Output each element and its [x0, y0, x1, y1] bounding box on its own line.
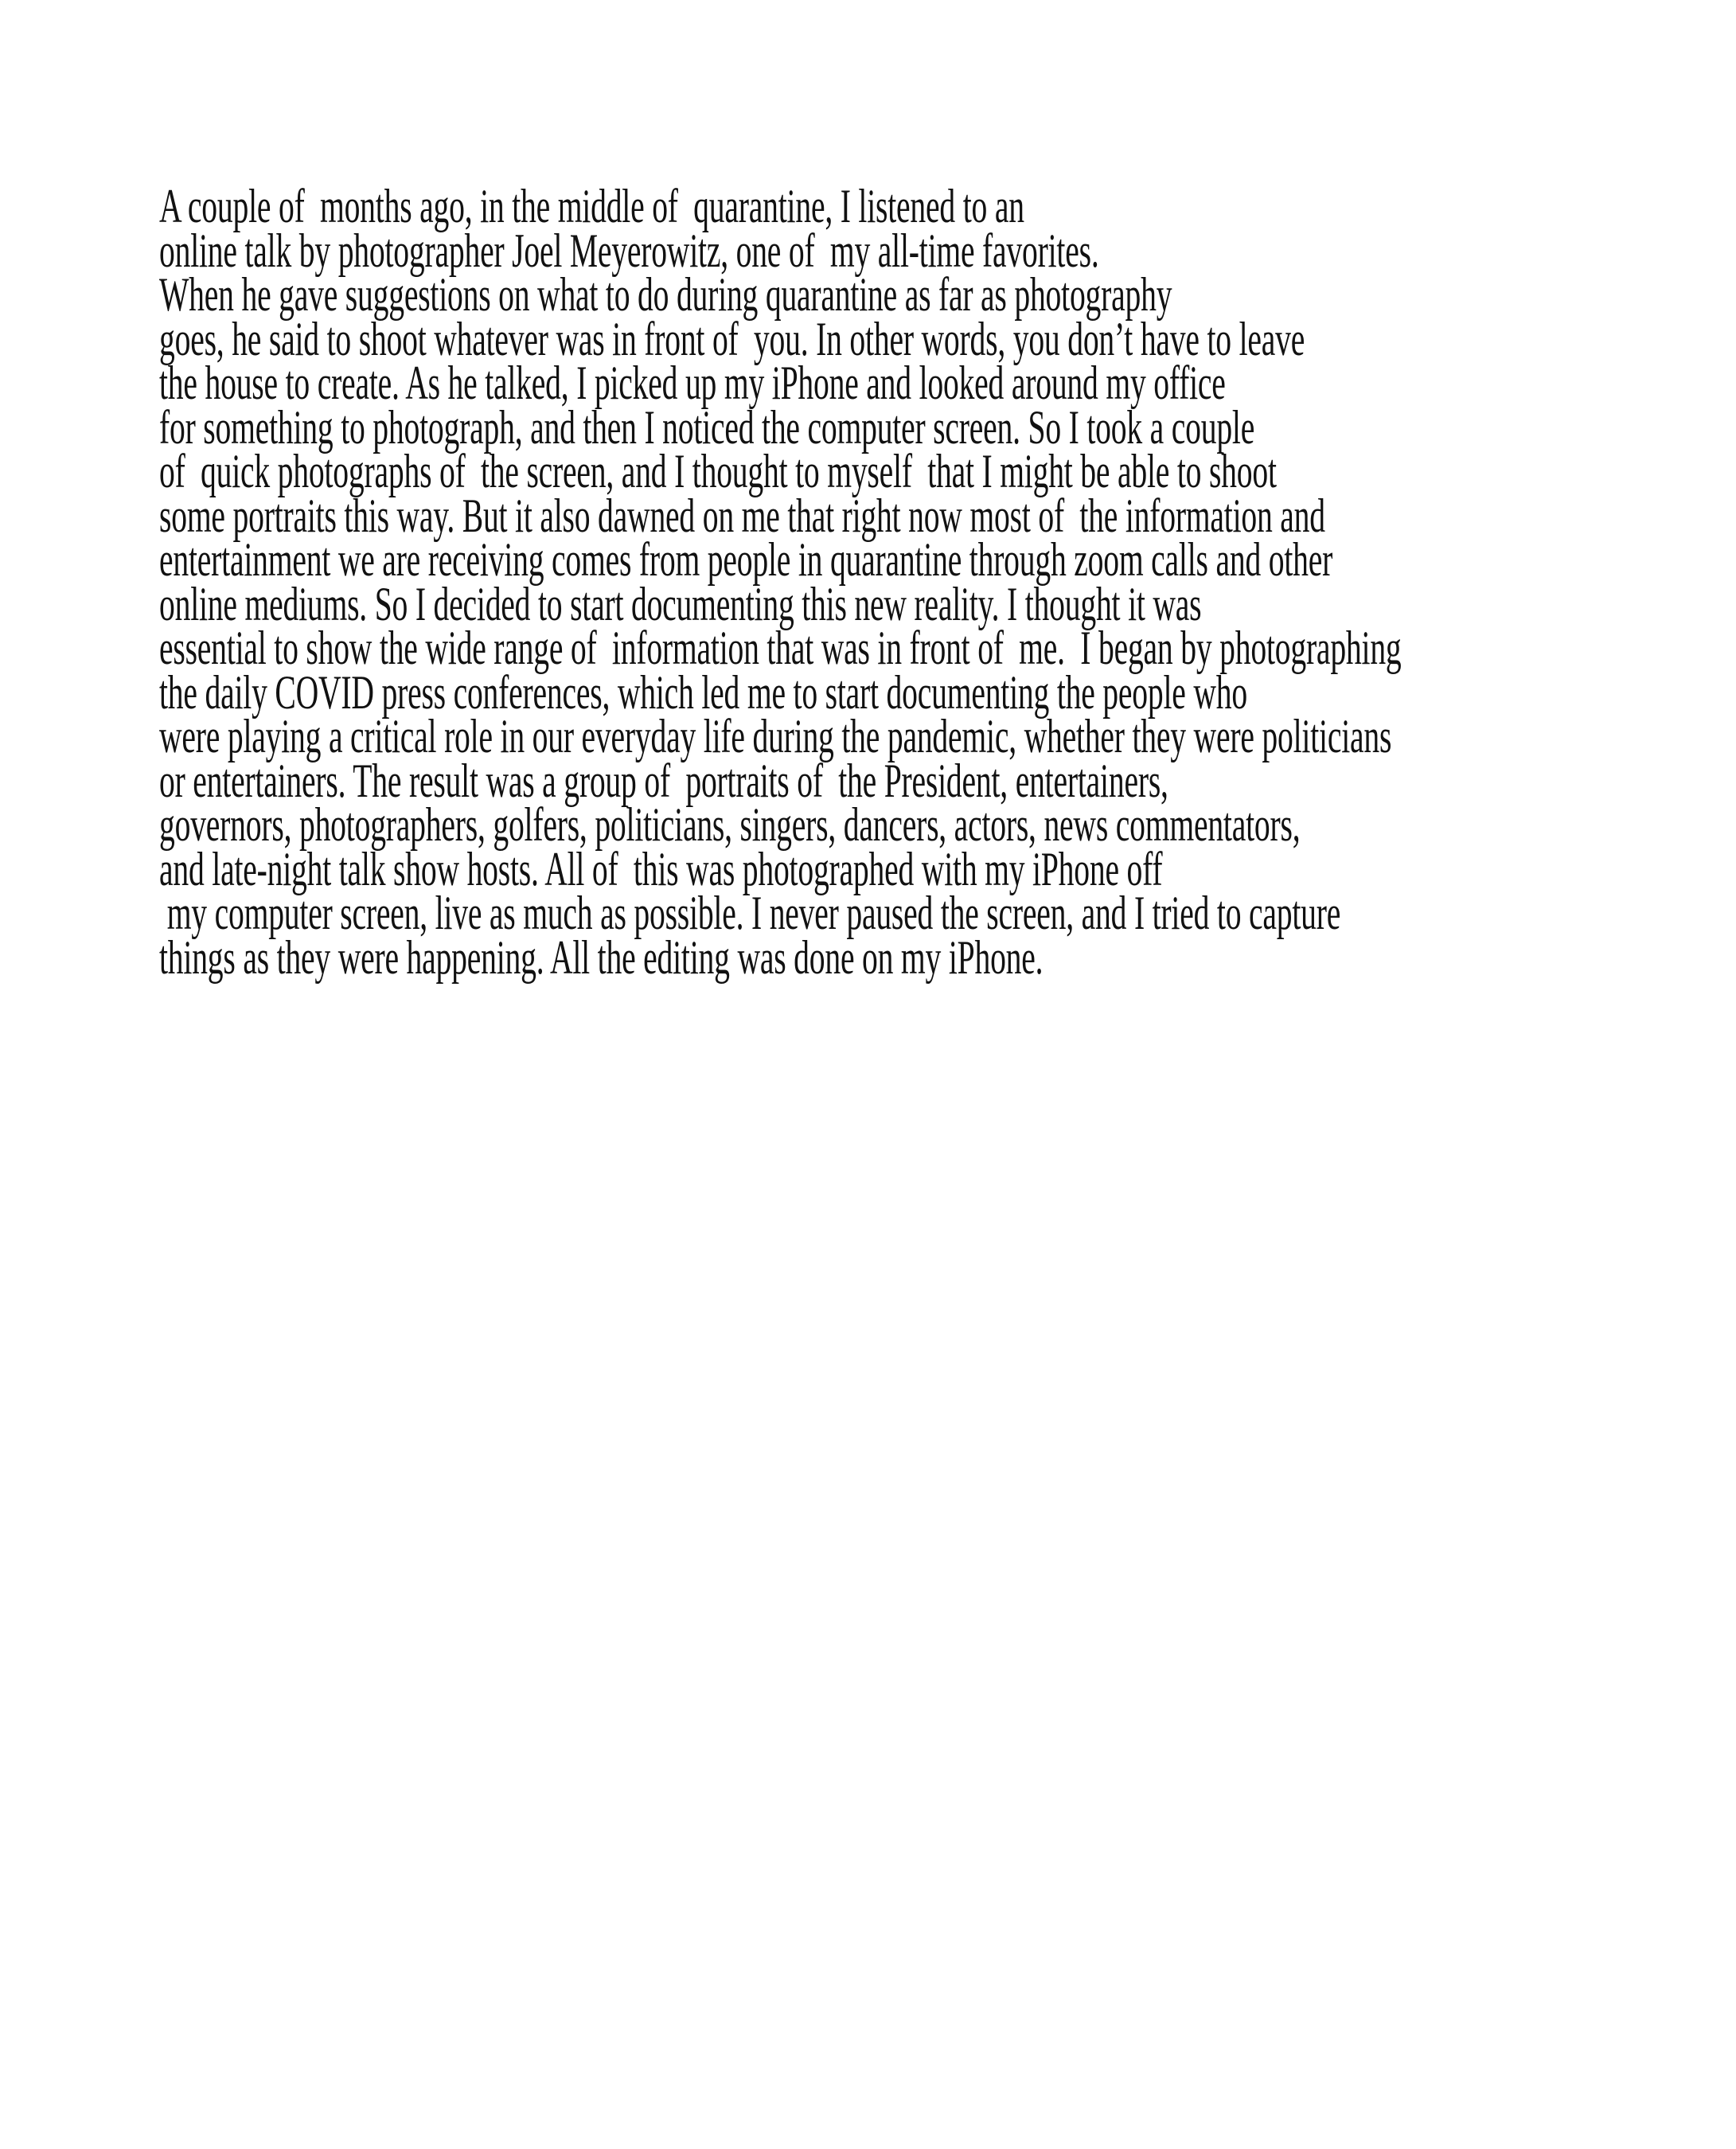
text-line: governors, photographers, golfers, politicians, singers, dancers, actors, news commentators,: [159, 798, 1301, 851]
text-line: essential to show the wide range of information that was in front of me. I began by photographing: [159, 622, 1402, 674]
body-text: [159, 180, 1719, 984]
text-line: for something to photograph, and then I noticed the computer screen. So I took a couple: [159, 400, 1255, 454]
text-line: the daily COVID press conferences, which led me to start documenting the people who: [159, 665, 1247, 719]
text-line: or entertainers. The result was a group of portraits of the President, entertainers,: [159, 754, 1168, 807]
text-line: When he gave suggestions on what to do during quarantine as far as photography: [159, 268, 1172, 321]
text-line: some portraits this way. But it also dawned on me that right now most of the information and: [159, 489, 1325, 542]
text-line: things as they were happening. All the editing was done on my iPhone.: [159, 930, 1044, 984]
text-line: A couple of months ago, in the middle of quarantine, I listened to an: [159, 180, 1024, 232]
text-line: of quick photographs of the screen, and I thought to myself that I might be able to shoot: [159, 445, 1277, 497]
text-line: online mediums. So I decided to start documenting this new reality. I thought it was: [159, 577, 1202, 630]
text-line: entertainment we are receiving comes from people in quarantine through zoom calls and other: [159, 533, 1333, 586]
text-line: and late-night talk show hosts. All of this was photographed with my iPhone off: [159, 842, 1163, 895]
text-line: online talk by photographer Joel Meyerowitz, one of my all-time favorites.: [159, 224, 1099, 277]
text-line: goes, he said to shoot whatever was in front of you. In other words, you don’t have to leave: [159, 312, 1305, 365]
text-line: my computer screen, live as much as possible. I never paused the screen, and I tried to capture: [159, 887, 1341, 939]
text-line: were playing a critical role in our everyday life during the pandemic, whether they were politicians: [159, 710, 1392, 762]
text-line: the house to create. As he talked, I picked up my iPhone and looked around my office: [159, 357, 1226, 409]
